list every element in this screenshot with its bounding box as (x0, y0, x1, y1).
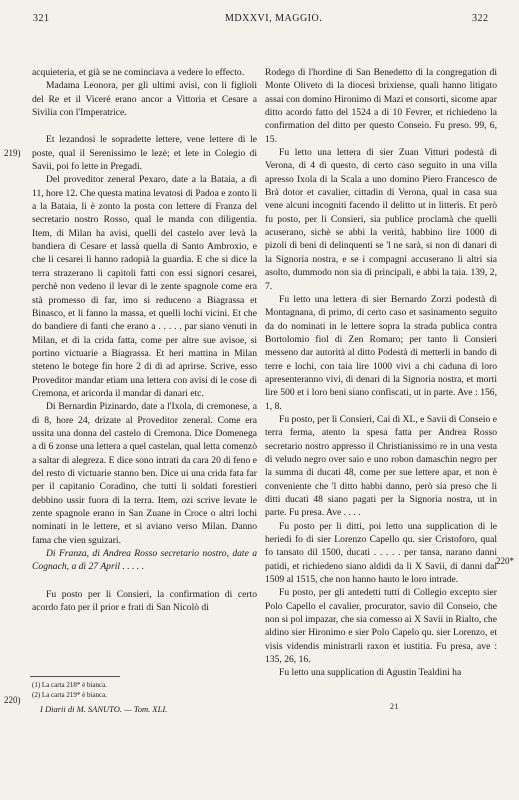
paragraph: Fu posto per li Consieri, la confirmation di certo acordo fato per il prior e frati di San Nicolò di (32, 588, 257, 614)
left-page-number: 321 (33, 13, 50, 24)
paragraph: Fu posto, per gli antedetti tutti di Collegio excepto sier Polo Capello el cavalier, procurator, savio dil Conseio, che non si pol impazar, che sia comesso ai X Savii in Rialto, che aldino sier Hironimo e sier Polo Capelo qu. sier Lorenzo, et visis videndis ministrarli raxon et iustitia. Fu presa, ave : 135, 26, 16. (265, 587, 497, 666)
paragraph: Di Franza, di Andrea Rosso secretario nostro, date a Cognach, a dì 27 April . . . . . (32, 548, 257, 573)
paragraph: Madama Leonora, per gli ultimi avisi, con li figlioli del Re et il Viceré erano ancor a Vittoria et Cesare a Sivilia con l'Imperatrice. (32, 80, 257, 119)
paragraph: Fu posto per li ditti, poi letto una supplication di le heriedi fo di sier Lorenzo Capello qu. sier Cristoforo, qual fo tansato dil 1500, ducati . . . . . per tansa, narano danni patidi, et richiedeno siano aldidi da li X Savii, di danni dal 1509 al 1515, che non hanno hauto le loro intrade. (265, 520, 497, 586)
right-column (265, 66, 497, 680)
right-page-number: 322 (472, 13, 489, 24)
paragraph: Di Bernardin Pizinardo, date a l'Ixola, di cremonese, a dì 8, hore 24, drizate al Proveditor zeneral. Come era ussita una donna del castelo di Cremona. Dice Domenega a dì 6 zonse una lettera a quel castelan, qual letta comenzò a saltar di alegreza. E dice sono intrati da cara 20 di feno e del resto di victuarie stanno ben. Dice ui una crida fata far per il capitanio Coradino, che tutti li soldati forestieri debbino ussir fuora di la terra. Item, ozi scrive levate le zente spagnole erano in San Zuane in Croce o altri lochi nominati in le lettere, et si aviano verso Milan. Danno fama che vien sguizari. (32, 401, 257, 546)
signature-mark: 21 (390, 702, 399, 711)
left-column (32, 66, 257, 614)
source-line: I Diarii di M. SANUTO. — Tom. XLI. (40, 704, 168, 714)
paragraph: acquieteria, et già se ne cominciava a vedere lo effecto. (32, 67, 245, 78)
paragraph: Rodego di l'hordine di San Benedetto di la congregation di Monte Oliveto di la diocesi brixiense, quali hanno litigato assai con domino Hironimo di Mazi et consorti, sicome apar ditto acordo fatto del 1524 a dì 10 Fevrer, et richiedeno la confirmation del ditto per questo Conseio. Fu preso. 99, 6, 15. (265, 67, 497, 145)
paragraph: Del proveditor zeneral Pexaro, date a la Bataia, a dì 11, hore 12. Che questa matina levatosi di Padoa e zonto lì a la Bataia, li è zonto la posta con lettere di Franza del secretario nostro Rosso, qual le manda con diligentia. Item, di Milan ha avisi, quelli del castelo aver levà la bandiera di Cesare et lassà quella di Santo Ambroxio, e che li cesarei li hanno radopià la guardia. E che si dice la terra strazerano li capitoli fatti con essi signori cesarei, perchè non vedeno il levar di le zente spagnole come era stà promesso di far, imo si reduceno a Biagrassa et Binasco, et li fanno la massa, et quelli lochi vicini. Et che do bandiere di fanti che erano a . . . . . par siano venuti in Milan, et di la crida fatta, come per altre sue avisoe, si portino victuarie a Biagrassa. Et heri mattina in Milan steteno le botege fin hore 2 di dì ad aprirse. Scrive, esso Proveditor mandar etiam una lettera con avisi di le cose di Cremona, et aricorda il mandar di danari etc. (32, 174, 257, 399)
margin-note-220-star: 220* (496, 556, 514, 566)
running-header: MDXXVI, MAGGIO. (225, 13, 323, 24)
margin-note-220: 220) (4, 695, 21, 705)
paragraph: Et lezandosi le sopradette lettere, vene lettere di le poste, qual il Serenissimo le lezè; et lete in Colegio di Savii, poi fo lette in Pregadi. (32, 134, 257, 173)
paragraph: Fu posto, per li Consieri, Cai di XL, e Savii di Conseio e terra ferma, atento la spesa fatta per Andrea Rosso secretario nostro appresso il Christianissimo re in una vesta di veludo negro over saio e uno robon damaschin negro per la summa di ducati 48, come per sue lettere apar, et non è conveniente che 'l ditto habbi danno, però sia preso che li ditti ducati 48 siano pagati per la Signoria nostra, ut in parte. Fu presa. Ave . . . . (265, 413, 497, 519)
paragraph: Fu letto una lettera di sier Bernardo Zorzi podestà di Montagnana, di primo, di certo caso et sasinamento seguito da do nominati in le lettere sopra la strada publica contra Bortolomio fiol di Zen Romaro; per tanto li Consieri messeno dar autorità al ditto Podestà di metterli in bando di terre e lochi, con taia lire 1000 vivi a chi caduna di loro apresenteranno vivi, di denari di la Signoria nostra, et morti lire 500 et i loro beni siano confiscati, ut in parte. Ave : 156, 1, 8. (265, 293, 497, 412)
paragraph: Fu letto una lettera di sier Zuan Vitturi podestà di Verona, di 4 di questo, di certo caso seguito in una villa apresso Ixola di la Scala a uno domino Piero Francesco de Brà dotor et cavalier, cittadin di Verona, qual in casa sua vene alcuni incogniti facendo il delitto ut in litteris. Et però fu posto, per li Consieri, sia publice proclamà che quelli acuserano, sichè se abbi la verità, habbino lire 1000 di pizoli di beni di delinquenti se 'l ne sarà, si non di danari di la Signoria nostra, e se i compagni accuserano li altri sia asolto, dummodo non sia di principali, e abbi la taia. 139, 2, 7. (265, 147, 497, 292)
footnote-2: (2) La carta 219* è bianca. (32, 691, 108, 699)
footnote-1: (1) La carta 218* è bianca. (32, 681, 108, 689)
paragraph: Fu letto una supplication di Agustin Tealdini ha (279, 667, 462, 679)
footnote-rule (30, 676, 120, 677)
margin-note-219: 219) (4, 148, 21, 158)
